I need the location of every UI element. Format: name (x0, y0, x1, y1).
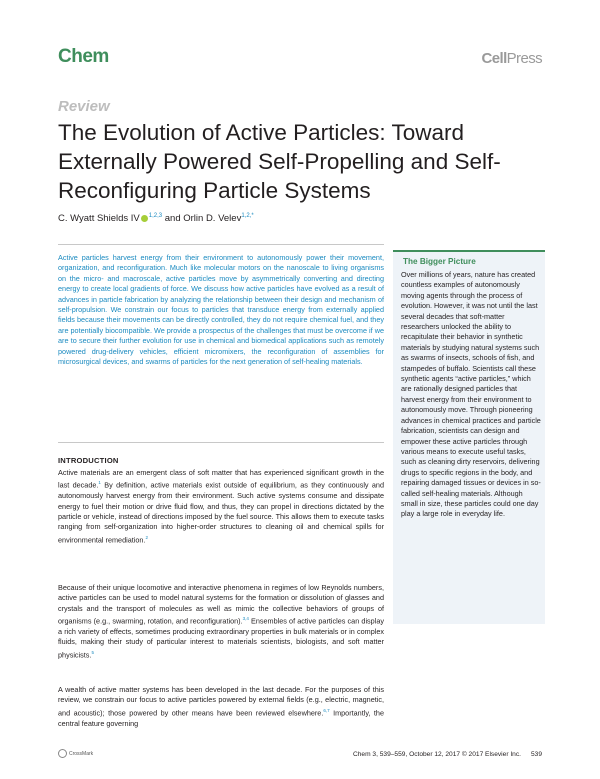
author-list (58, 213, 254, 224)
crossmark-badge[interactable] (58, 749, 93, 758)
citation: Chem 3, 539–559, October 12, 2017 © 2017 Elsevier Inc. (353, 751, 521, 758)
intro-paragraph-1 (58, 468, 384, 546)
ref-6-7[interactable]: 6,7 (323, 707, 330, 713)
p1-text-b: By definition, active materials exist outside of equilibrium, as they continuously and autonomously harvest energy from their environment. Such active systems consume and dissipate energy to fuel their motion or drive fluid flow, and thus, they can propel in directions dictated by the particle or vehicle, instead of directions imposed by the fuel source. This allows them to execute tasks ranging from self-organization into higher-order structures to cleaning oil and chemical spills for environmental remediation. (58, 480, 384, 545)
publisher-logo (482, 50, 542, 67)
journal-logo: Chem (58, 46, 109, 67)
p3-text-a: A wealth of active matter systems has been developed in the last decade. For the purposes of this review, we constrain our focus to active particles powered by external fields (e.g., electric, magnetic, and acoustic); those powered by other means have been reviewed elsewhere. (58, 685, 384, 718)
page-footer (353, 751, 542, 758)
orcid-icon[interactable] (141, 215, 148, 222)
ref-2[interactable]: 2 (145, 534, 148, 540)
bigger-picture-body: Over millions of years, nature has created countless examples of autonomously moving agents through the process of evolution. However, it was not until the last several decades that soft-matter researchers unlocked the ability to recapitulate their behavior in synthetic materials by studying natural systems such as swarms of insects, schools of fish, and stampedes of buffalo. Scientists call these synthetic agents “active particles,” which are rationally designed particles that harvest energy from their environment to autonomously move. Through pioneering advances in chemical practices and particle fabrication, scientists can design and empower these active particles through various means to execute useful tasks, such as cleaning dirty reservoirs, delivering drugs to specific regions in the body, and repairing damaged tissues or devices in so-called self-healing materials. Although small in size, these particles could one day play a large role in everyday life. (401, 270, 541, 519)
intro-paragraph-2 (58, 583, 384, 661)
p2-text-a: Because of their unique locomotive and interactive phenomena in regimes of low Reynolds numbers, active particles can be used to model natural systems for the formation or dissolution of glasses and crystals and the transport of molecules as well as mimic the collective behaviors of groups of organisms (e.g., swarming, rotation, and reconfiguration). (58, 583, 384, 626)
section-label: Review (58, 98, 110, 115)
author-1[interactable]: C. Wyatt Shields IV (58, 213, 140, 225)
ref-3-4[interactable]: 3,4 (242, 616, 249, 622)
introduction-heading: INTRODUCTION (58, 456, 119, 465)
p2-text-b: Ensembles of active particles can display a rich variety of effects, sometimes producing extraordinary properties in bulk materials or in complex fluids, making their study of particular interest to materials scientists, biologists, and soft matter physicists. (58, 616, 384, 660)
bigger-picture-heading: The Bigger Picture (403, 257, 476, 266)
crossmark-icon (58, 749, 67, 758)
p3-text-b: Importantly, the central feature governing (58, 708, 384, 728)
abstract-top-rule (58, 244, 384, 245)
publisher-logo-light: Press (506, 50, 542, 67)
page-number: 539 (530, 751, 542, 758)
abstract-bottom-rule (58, 442, 384, 443)
author-1-affiliation[interactable]: 1,2,3 (148, 213, 163, 219)
author-2[interactable]: Orlin D. Velev (183, 213, 242, 225)
bigger-picture-top-rule (393, 250, 545, 252)
intro-paragraph-3 (58, 685, 384, 729)
crossmark-label: CrossMark (69, 750, 94, 757)
author-2-affiliation[interactable]: 1,2,* (241, 213, 254, 219)
abstract: Active particles harvest energy from their environment to autonomously power their movement, organization, and reconfiguration. Much like molecular motors on the nanoscale to living organisms on the micro- and macroscale, active particles move by asymmetrically converting and directing energy to create local gradients of force. We discuss how active particles have evolved as a result of advances in particle fabrication by analyzing the relationship between their design and mechanism of self-propulsion. We constrain our focus to particles that transduce energy from externally applied fields because their movements can be directly controlled, they do not require chemical fuel, and they are potentially biocompatible. We provide a prospectus of the challenges that must be overcome if we are to secure their further evolution for use in chemical and biomedical applications such as remotely powered drug-delivery vehicles, efficient micromixers, the reconfiguration of assemblies for microsurgical devices, and swarms of particles for the next generation of self-healing materials. (58, 253, 384, 367)
publisher-logo-bold: Cell (481, 50, 507, 67)
ref-5[interactable]: 5 (91, 649, 94, 655)
ref-1[interactable]: 1 (98, 480, 101, 486)
p1-text-a: Active materials are an emergent class of soft matter that has experienced significant growth in the last decade. (58, 468, 384, 490)
author-connector: and (164, 213, 181, 225)
article-title: The Evolution of Active Particles: Toward Externally Powered Self-Propelling and Self-Reconfiguring Particle Systems (58, 120, 501, 203)
